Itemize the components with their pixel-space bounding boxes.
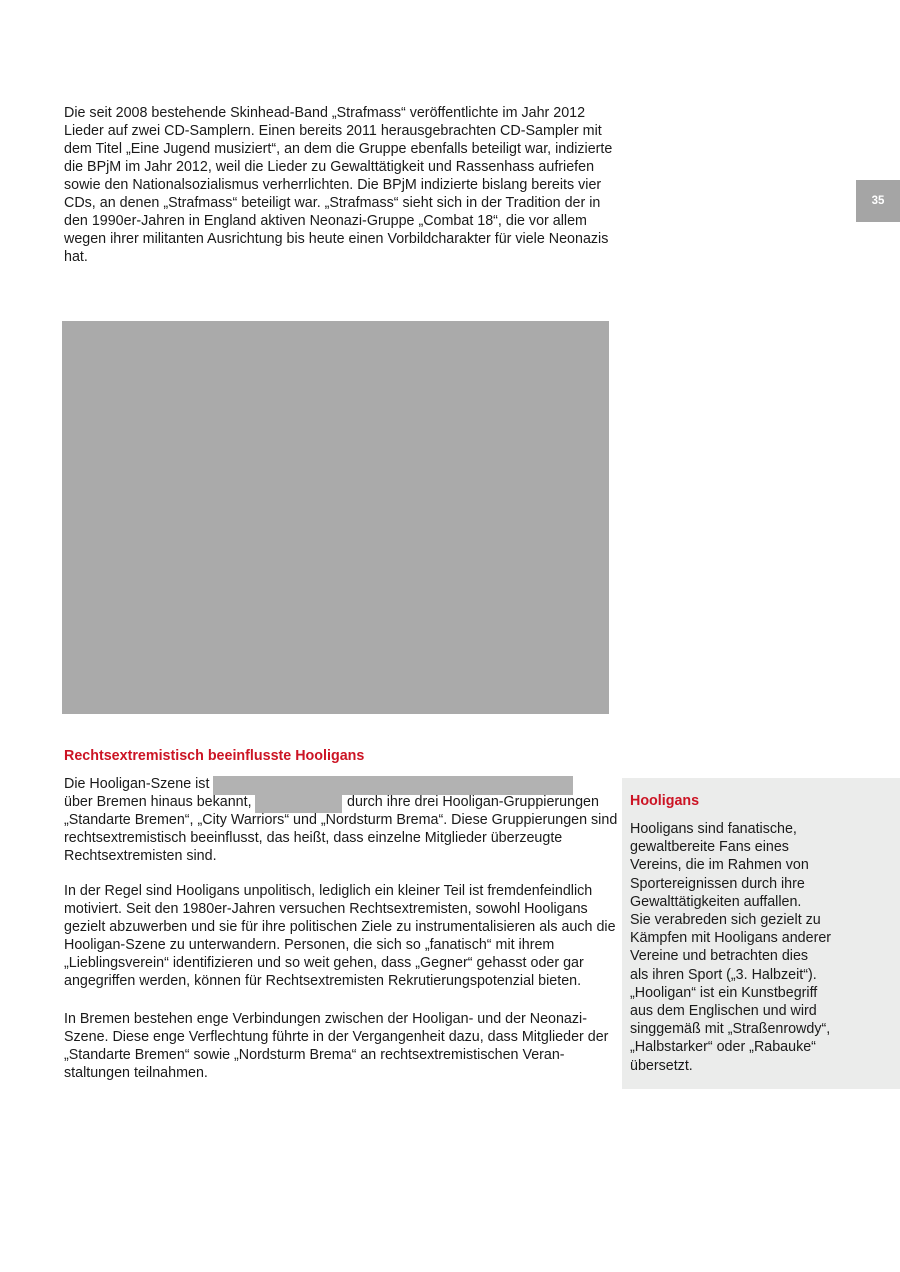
paragraph-1-line-2b: durch ihre drei Hooligan-Gruppierungen bbox=[347, 794, 599, 810]
info-box-line: „Halbstarker“ oder „Rabauke“ bbox=[630, 1039, 816, 1056]
redacted-photo bbox=[62, 321, 609, 714]
info-box-line: Gewalttätigkeiten auffallen. bbox=[630, 893, 802, 910]
info-box-line: übersetzt. bbox=[630, 1057, 693, 1074]
intro-paragraph: Die seit 2008 bestehende Skinhead-Band „Strafmass“ veröffentlichte im Jahr 2012 Lieder auf zwei CD-Samplern. Einen bereits 2011 herausgebrachten CD-Sampler mit dem Titel „Eine Jugend musiziert“, an dem die Gruppe ebenfalls beteiligt war, indizierte die BPjM im Jahr 2012, weil die Lieder zu Gewalttätigkeit und Rassenhass aufriefen sowie den Nationalsozialismus verherrlichten. Die BPjM indizierte bislang bereits vier CDs, an denen „Strafmass“ beteiligt war. „Strafmass“ sieht sich in der Tradition der in den 1990er-Jahren in England aktiven Neonazi-Gruppe „Combat 18“, die vor allem wegen ihrer militanten Ausrichtung bis heute einen Vorbildcharakter für viele Neonazis hat. bbox=[64, 105, 613, 265]
paragraph-2: In der Regel sind Hooligans unpolitisch, lediglich ein kleiner Teil ist fremdenfeindlich motiviert. Seit den 1980er-Jahren versuchen Rechtsextremisten, sowohl Hooligans gezielt abzuwerben und sie für ihre politischen Ziele zu instrumentalisieren als auch die Hooligan-Szene zu unterwandern. Personen, die sich so „fanatisch“ mit ihrem „Lieblingsverein“ identifizieren und so weit gehen, dass „Gegner“ gehasst oder gar angegriffen werden, können für Rechtsextremisten Rekrutierungspotenzial bieten. bbox=[64, 883, 616, 989]
info-box-line: Hooligans sind fanatische, bbox=[630, 821, 797, 837]
paragraph-1-line-1: Die Hooligan-Szene ist bbox=[64, 776, 210, 792]
info-box-line: gewaltbereite Fans eines bbox=[630, 839, 789, 856]
paragraph-1-line-2a: über Bremen hinaus bekannt, bbox=[64, 794, 252, 810]
info-box-line: „Hooligan“ ist ein Kunstbegriff bbox=[630, 984, 818, 1001]
info-box-line: als ihren Sport („3. Halbzeit“). bbox=[630, 966, 817, 983]
info-box-line: Vereine und betrachten dies bbox=[630, 948, 809, 965]
info-box-title: Hooligans bbox=[630, 793, 700, 809]
section-heading: Rechtsextremistisch beeinflusste Hooligans bbox=[64, 748, 365, 764]
info-box-hooligans bbox=[622, 778, 900, 1089]
info-box-line: Vereins, die im Rahmen von bbox=[630, 857, 809, 874]
info-box-line: aus dem Englischen und wird bbox=[630, 1003, 817, 1020]
info-box-line: singgemäß mit „Straßenrowdy“, bbox=[630, 1021, 831, 1038]
paragraph-3: In Bremen bestehen enge Verbindungen zwischen der Hooligan- und der Neonazi-Szene. Diese enge Verflechtung führte in der Vergangenheit dazu, dass Mitglieder der „Standarte Bremen“ sowie „Nordsturm Brema“ an rechtsextremistischen Veran-staltungen teilnahmen. bbox=[64, 1011, 609, 1081]
page-number-tab bbox=[856, 180, 900, 222]
paragraph-1-rest: „Standarte Bremen“, „City Warriors“ und „Nordsturm Brema“. Diese Gruppierungen sind rechtsextremistisch beeinflusst, das heißt, dass einzelne Mitglieder überzeugte Rechtsextremisten sind. bbox=[64, 812, 618, 864]
info-box-line: Kämpfen mit Hooligans anderer bbox=[630, 930, 832, 947]
info-box-line: Sie verabreden sich gezielt zu bbox=[630, 912, 821, 929]
info-box-line: Sportereignissen durch ihre bbox=[630, 875, 805, 892]
info-box-text bbox=[630, 820, 845, 1075]
page-number: 35 bbox=[871, 195, 885, 207]
